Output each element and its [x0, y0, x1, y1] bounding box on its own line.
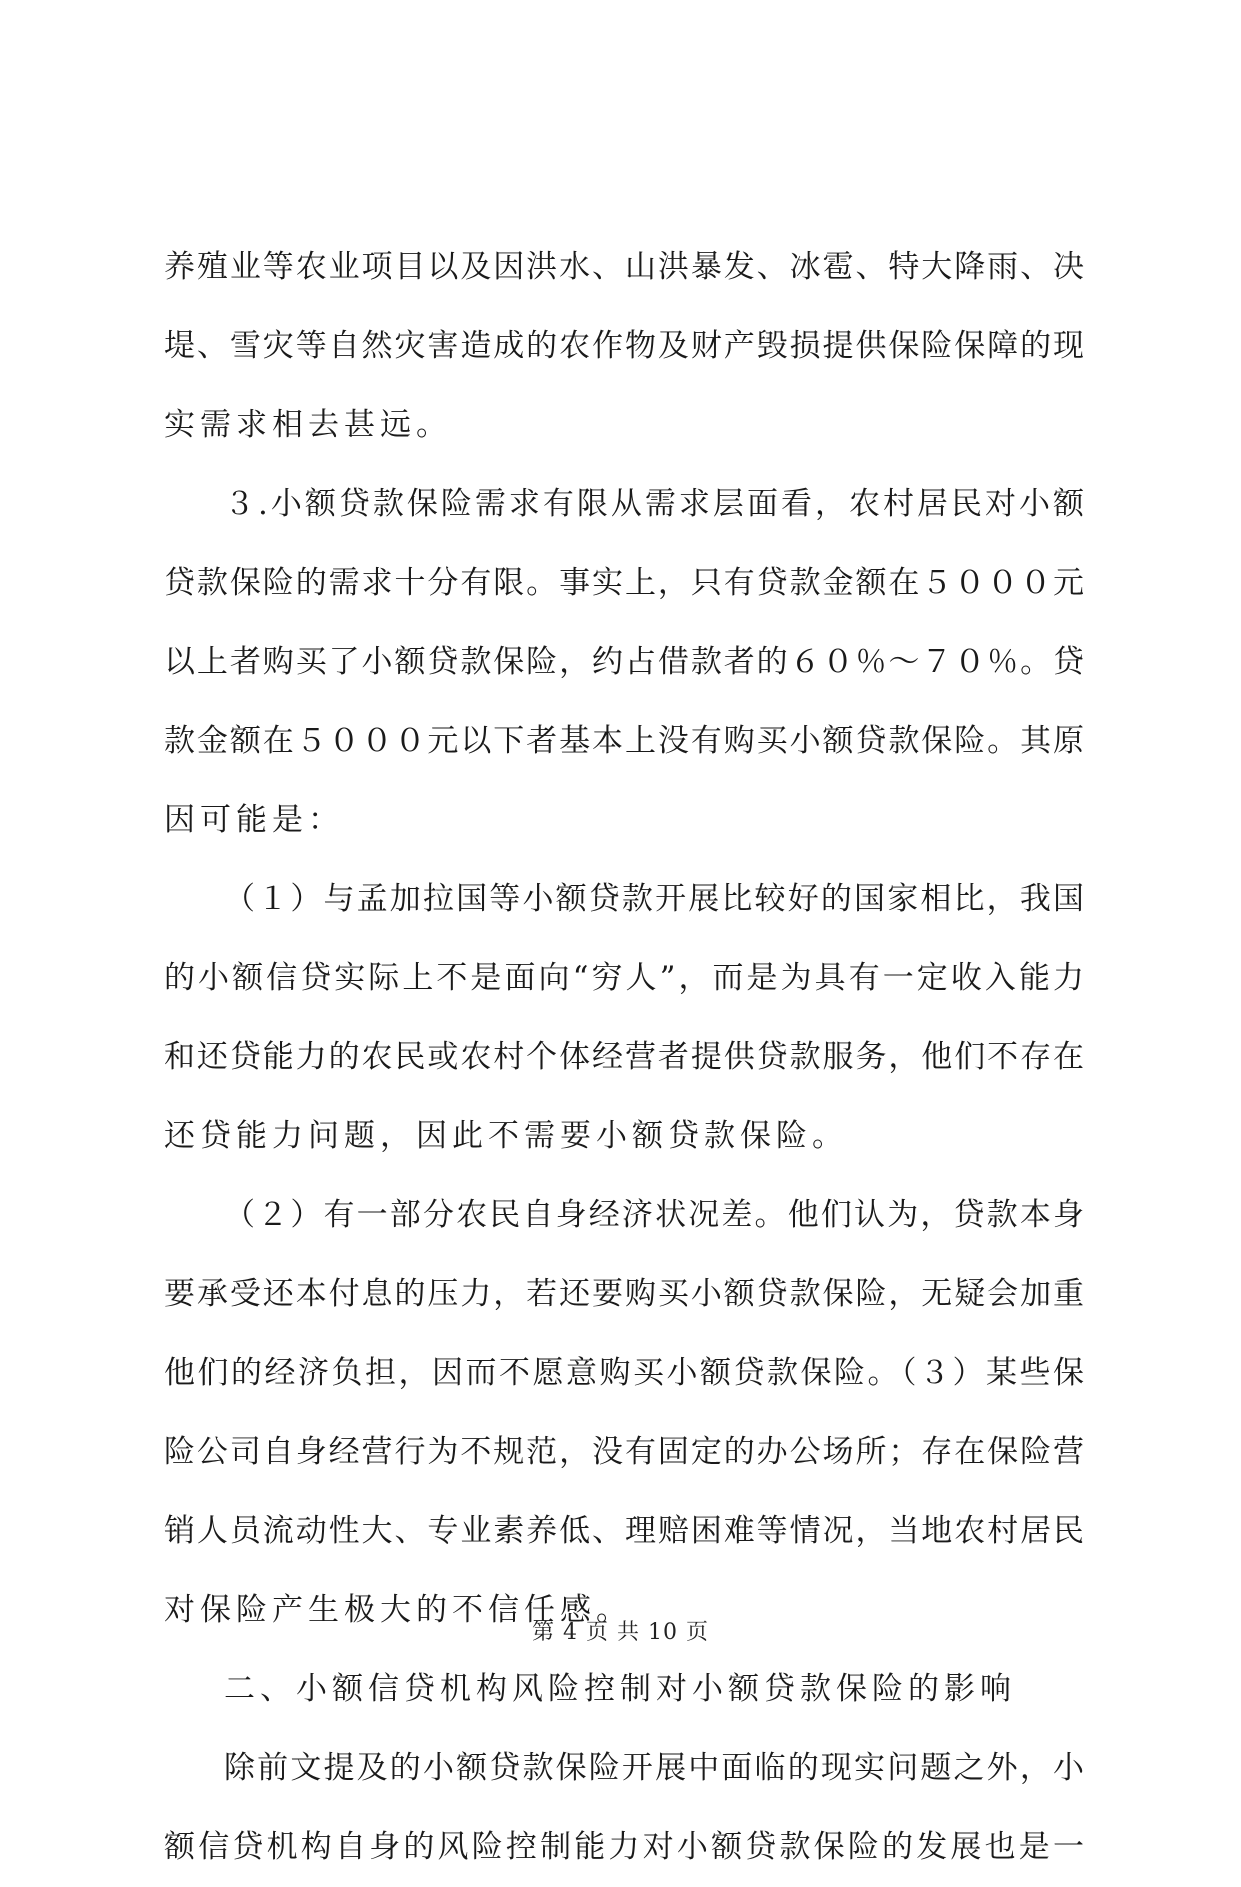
paragraph-line: 的小额信贷实际上不是面向“穷人”，而是为具有一定收入能力: [164, 960, 1084, 996]
paragraph-line: 贷款保险的需求十分有限。事实上，只有贷款金额在５０００元: [164, 565, 1084, 601]
paragraph-line: 他们的经济负担，因而不愿意购买小额贷款保险。（３）某些保: [164, 1355, 1084, 1391]
paragraph-line: ３.小额贷款保险需求有限从需求层面看，农村居民对小额: [224, 486, 1084, 522]
paragraph-line: （２）有一部分农民自身经济状况差。他们认为，贷款本身: [224, 1197, 1084, 1233]
paragraph-line: 因可能是：: [164, 802, 344, 838]
paragraph-line: 以上者购买了小额贷款保险，约占借款者的６０％～７０％。贷: [164, 644, 1084, 680]
paragraph-line: 除前文提及的小额贷款保险开展中面临的现实问题之外，小: [224, 1750, 1084, 1786]
paragraph-line: 款金额在５０００元以下者基本上没有购买小额贷款保险。其原: [164, 723, 1084, 759]
paragraph-line: 险公司自身经营行为不规范，没有固定的办公场所；存在保险营: [164, 1434, 1084, 1470]
paragraph-line: 实需求相去甚远。: [164, 407, 452, 443]
paragraph-line: 养殖业等农业项目以及因洪水、山洪暴发、冰雹、特大降雨、决: [164, 249, 1084, 285]
section-heading: 二、小额信贷机构风险控制对小额贷款保险的影响: [224, 1671, 1016, 1707]
paragraph-line: 堤、雪灾等自然灾害造成的农作物及财产毁损提供保险保障的现: [164, 328, 1084, 364]
paragraph-line: 销人员流动性大、专业素养低、理赔困难等情况，当地农村居民: [164, 1513, 1084, 1549]
paragraph-line: （１）与孟加拉国等小额贷款开展比较好的国家相比，我国: [224, 881, 1084, 917]
paragraph-line: 额信贷机构自身的风险控制能力对小额贷款保险的发展也是一: [164, 1829, 1084, 1865]
paragraph-line: 对保险产生极大的不信任感。: [164, 1592, 632, 1628]
paragraph-line: 和还贷能力的农民或农村个体经营者提供贷款服务，他们不存在: [164, 1039, 1084, 1075]
page-number-footer: 第 4 页 共 10 页: [532, 1620, 709, 1645]
paragraph-line: 还贷能力问题，因此不需要小额贷款保险。: [164, 1118, 848, 1154]
paragraph-line: 要承受还本付息的压力，若还要购买小额贷款保险，无疑会加重: [164, 1276, 1084, 1312]
